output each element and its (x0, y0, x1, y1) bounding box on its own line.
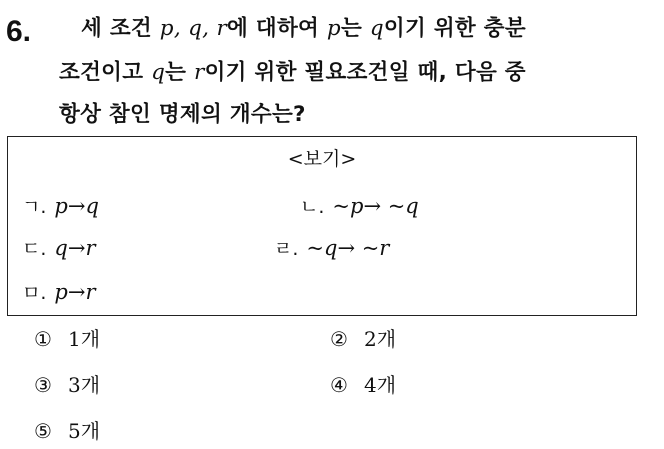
answer-choice-4[interactable] (330, 371, 396, 399)
bogi-item-g (22, 192, 99, 221)
choice-number: ① (34, 327, 52, 351)
answer-choice-1[interactable] (34, 325, 100, 353)
bogi-item-expr: p→q (54, 194, 99, 218)
stem-math: r (194, 60, 205, 85)
choice-number: ⑤ (34, 419, 52, 443)
bogi-item-label: ㄷ. (22, 238, 47, 260)
bogi-box (7, 136, 637, 316)
stem-math: q (369, 16, 384, 41)
choice-text: 1개 (68, 327, 101, 351)
bogi-item-expr: q→r (54, 236, 96, 260)
stem-text: 이기 위한 필요조건일 때, 다음 중 (204, 60, 526, 85)
bogi-item-label: ㅁ. (22, 282, 47, 304)
bogi-item-expr: p→r (54, 280, 96, 304)
answer-choice-2[interactable] (330, 325, 396, 353)
stem-text: 세 조건 (81, 16, 160, 41)
stem-text: 는 (165, 60, 194, 85)
bogi-item-d (22, 234, 95, 263)
stem-text: 항상 참인 명제의 개수는? (59, 102, 306, 127)
bogi-title: <보기> (287, 148, 357, 170)
bogi-item-m (22, 278, 95, 307)
stem-math: p (326, 16, 341, 41)
stem-math: q (151, 60, 166, 85)
bogi-item-label: ㄹ. (274, 238, 299, 260)
choice-number: ④ (330, 373, 348, 397)
bogi-item-n (300, 192, 419, 221)
choice-text: 5개 (68, 419, 101, 443)
stem-text: 조건이고 (59, 60, 152, 85)
stem-text: 는 (340, 16, 370, 41)
choice-text: 2개 (364, 327, 397, 351)
question-number: 6. (6, 15, 32, 48)
stem-text: 에 대하여 (227, 16, 327, 41)
bogi-item-expr: ~q→ ~r (306, 236, 390, 260)
answer-choice-5[interactable] (34, 417, 100, 445)
stem-math: p, q, r (159, 16, 228, 41)
choice-text: 3개 (68, 373, 101, 397)
stem-line-2 (59, 58, 526, 88)
stem-line-1 (81, 14, 526, 44)
bogi-item-label: ㄱ. (22, 196, 47, 218)
choice-number: ③ (34, 373, 52, 397)
bogi-item-r (274, 234, 389, 263)
stem-text: 이기 위한 충분 (383, 16, 526, 41)
bogi-item-label: ㄴ. (300, 196, 325, 218)
choice-text: 4개 (364, 373, 397, 397)
answer-choice-3[interactable] (34, 371, 100, 399)
bogi-item-expr: ~p→ ~q (332, 194, 419, 218)
stem-line-3 (59, 100, 306, 130)
choice-number: ② (330, 327, 348, 351)
